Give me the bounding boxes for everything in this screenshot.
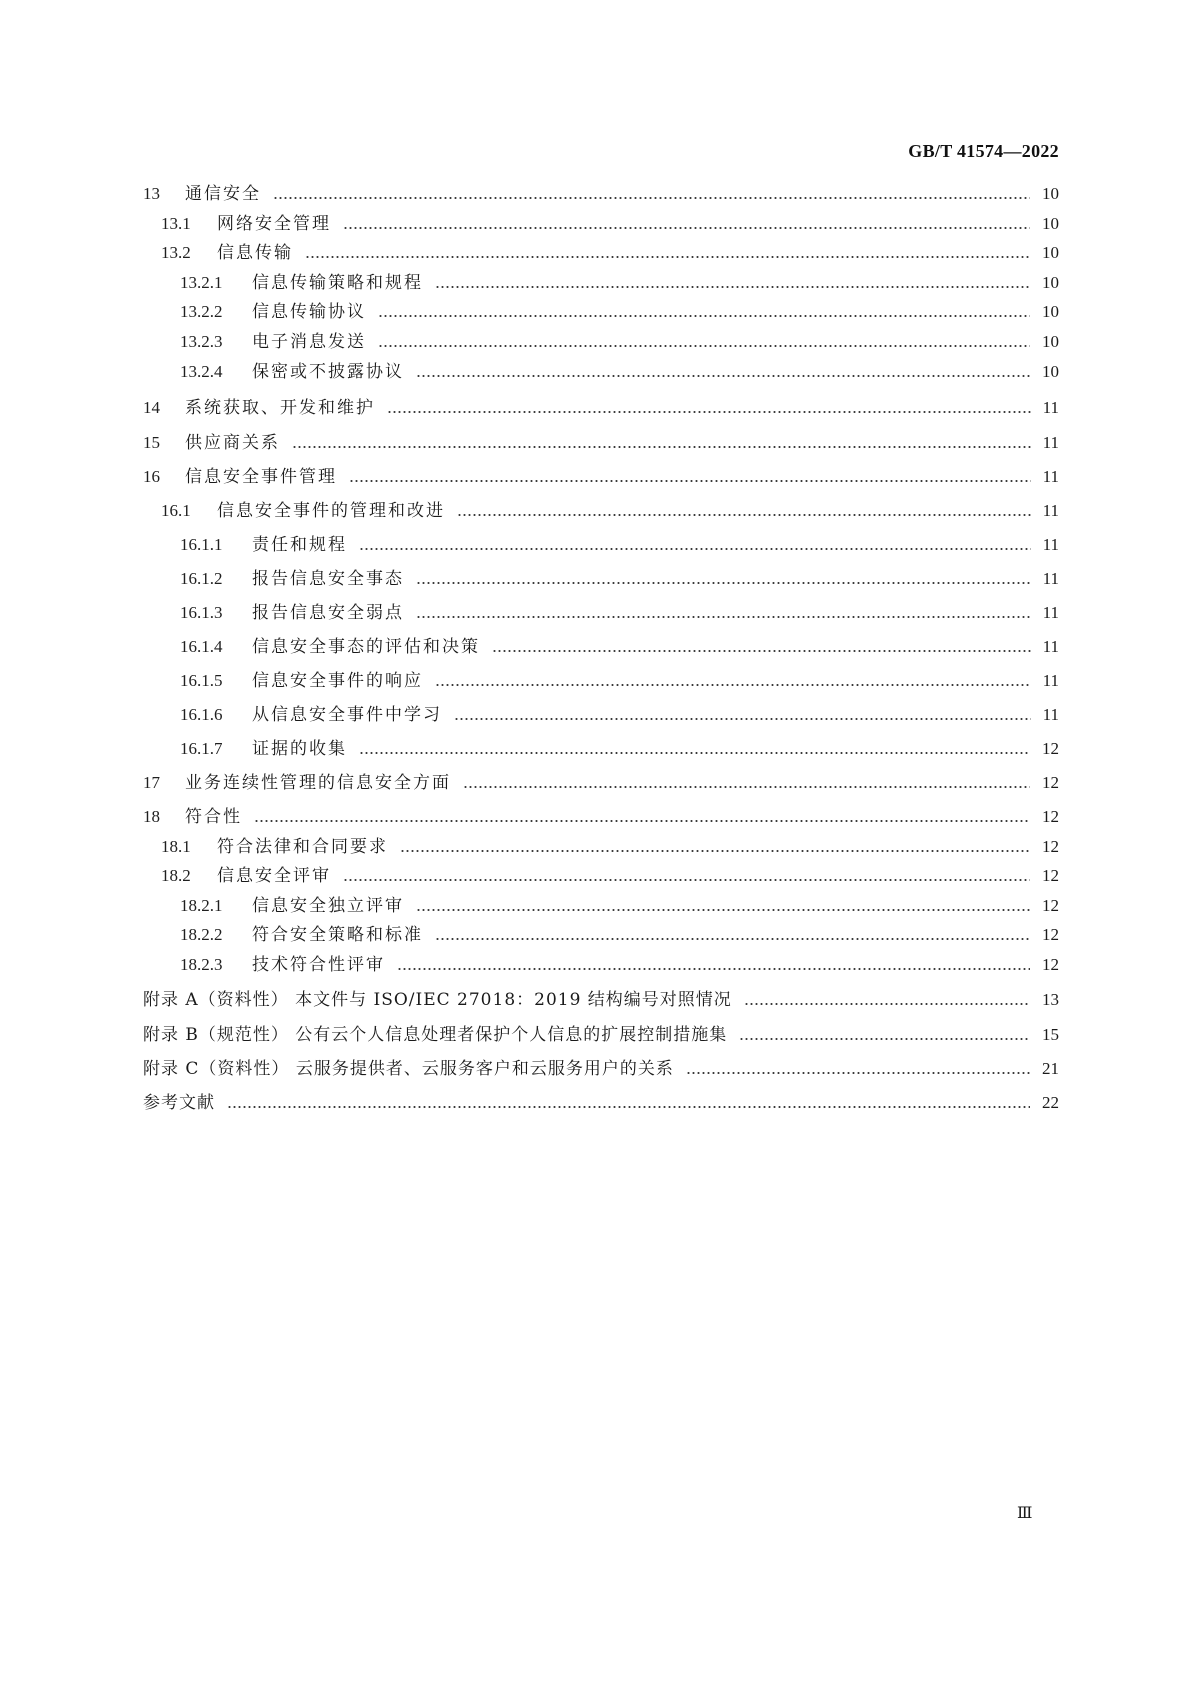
toc-entry-page: 12	[1042, 739, 1059, 758]
toc-entry-page: 11	[1042, 671, 1059, 690]
toc-entry-page: 22	[1042, 1093, 1059, 1112]
standard-code: GB/T 41574—2022	[908, 141, 1059, 161]
toc-entry-page: 15	[1042, 1025, 1059, 1044]
dot-leader	[359, 752, 1030, 754]
toc-entry-number: 18.2	[161, 866, 191, 885]
dot-leader	[454, 718, 1031, 720]
dot-leader	[435, 286, 1030, 288]
dot-leader	[387, 411, 1031, 413]
toc-entry-title: 业务连续性管理的信息安全方面	[185, 773, 451, 793]
toc-entry-title: 符合安全策略和标准	[252, 925, 423, 945]
toc-entry-page: 12	[1042, 925, 1059, 944]
toc-entry-number: 18.2.3	[180, 955, 223, 974]
toc-entry-title: 电子消息发送	[252, 332, 366, 352]
toc-entry-title: 从信息安全事件中学习	[252, 705, 442, 725]
toc-entry-16-1-5[interactable]	[143, 669, 1059, 693]
toc-entry-number: 13	[143, 184, 160, 203]
dot-leader	[378, 315, 1030, 317]
toc-entry-title: 信息安全评审	[217, 866, 331, 886]
toc-entry-title: 保密或不披露协议	[252, 362, 404, 382]
toc-entry-title: 信息传输	[217, 243, 293, 263]
dot-leader	[416, 375, 1030, 377]
toc-entry-page: 12	[1042, 955, 1059, 974]
page-number: Ⅲ	[1017, 1505, 1033, 1522]
dot-leader	[739, 1038, 1030, 1040]
toc-entry-title: 符合法律和合同要求	[217, 837, 388, 857]
dot-leader	[254, 820, 1030, 822]
toc-entry-number: 16	[143, 467, 160, 486]
toc-entry-number: 13.2.4	[180, 362, 223, 381]
toc-entry-title: 附录 C（资料性） 云服务提供者、云服务客户和云服务用户的关系	[143, 1059, 674, 1079]
dot-leader	[343, 227, 1030, 229]
toc-entry-page: 11	[1042, 501, 1059, 520]
toc-entry-number: 16.1.2	[180, 569, 223, 588]
dot-leader	[463, 786, 1030, 788]
toc-entry-title: 信息安全事态的评估和决策	[252, 637, 480, 657]
toc-entry-number: 18	[143, 807, 160, 826]
toc-entry-page: 12	[1042, 773, 1059, 792]
toc-entry-16-1-1[interactable]	[143, 533, 1059, 557]
toc-entry-title: 供应商关系	[185, 433, 280, 453]
dot-leader	[305, 256, 1030, 258]
toc-entry-18-2[interactable]	[143, 864, 1059, 888]
toc-entry-18-2-3[interactable]	[143, 953, 1059, 977]
toc-entry-title: 信息安全独立评审	[252, 896, 404, 916]
toc-entry-annex-c[interactable]	[143, 1057, 1059, 1081]
toc-entry-title: 证据的收集	[252, 739, 347, 759]
toc-entry-page: 11	[1042, 637, 1059, 656]
toc-entry-13[interactable]	[143, 182, 1059, 206]
toc-entry-title: 信息传输协议	[252, 302, 366, 322]
dot-leader	[457, 514, 1031, 516]
toc-entry-page: 10	[1042, 184, 1059, 203]
toc-entry-13-2-2[interactable]	[143, 300, 1059, 324]
toc-entry-title: 符合性	[185, 807, 242, 827]
toc-entry-title: 通信安全	[185, 184, 261, 204]
toc-entry-18-2-2[interactable]	[143, 923, 1059, 947]
toc-entry-page: 11	[1042, 398, 1059, 417]
toc-entry-page: 10	[1042, 273, 1059, 292]
toc-entry-title: 网络安全管理	[217, 214, 331, 234]
toc-entry-number: 13.1	[161, 214, 191, 233]
toc-entry-16-1-3[interactable]	[143, 601, 1059, 625]
dot-leader	[686, 1072, 1030, 1074]
dot-leader	[273, 197, 1030, 199]
toc-entry-title: 信息安全事件管理	[185, 467, 337, 487]
dot-leader	[416, 582, 1031, 584]
toc-entry-16[interactable]	[143, 465, 1059, 489]
toc-entry-page: 11	[1042, 433, 1059, 452]
toc-entry-title: 附录 A（资料性） 本文件与 ISO/IEC 27018：2019 结构编号对照情况	[143, 990, 732, 1010]
toc-entry-number: 13.2.3	[180, 332, 223, 351]
dot-leader	[492, 650, 1031, 652]
toc-entry-page: 11	[1042, 467, 1059, 486]
toc-entry-16-1[interactable]	[143, 499, 1059, 523]
toc-entry-title: 系统获取、开发和维护	[185, 398, 375, 418]
dot-leader	[400, 850, 1030, 852]
toc-entry-number: 18.2.1	[180, 896, 223, 915]
dot-leader	[744, 1003, 1030, 1005]
dot-leader	[349, 480, 1031, 482]
toc-entry-16-1-4[interactable]	[143, 635, 1059, 659]
toc-entry-number: 13.2.1	[180, 273, 223, 292]
toc-entry-page: 10	[1042, 332, 1059, 351]
toc-entry-page: 10	[1042, 214, 1059, 233]
toc-entry-15[interactable]	[143, 431, 1059, 455]
toc-entry-number: 17	[143, 773, 160, 792]
toc-entry-title: 报告信息安全事态	[252, 569, 404, 589]
toc-entry-number: 18.1	[161, 837, 191, 856]
toc-entry-page: 12	[1042, 896, 1059, 915]
toc-entry-13-2-1[interactable]	[143, 271, 1059, 295]
toc-entry-13-2-3[interactable]	[143, 330, 1059, 354]
toc-entry-13-1[interactable]	[143, 212, 1059, 236]
dot-leader	[292, 446, 1031, 448]
toc-entry-title: 信息安全事件的响应	[252, 671, 423, 691]
toc-entry-16-1-6[interactable]	[143, 703, 1059, 727]
toc-entry-page: 10	[1042, 362, 1059, 381]
dot-leader	[435, 684, 1031, 686]
toc-entry-number: 16.1	[161, 501, 191, 520]
toc-entry-title: 信息传输策略和规程	[252, 273, 423, 293]
toc-entry-number: 13.2.2	[180, 302, 223, 321]
toc-entry-title: 报告信息安全弱点	[252, 603, 404, 623]
toc-entry-page: 11	[1042, 569, 1059, 588]
toc-entry-number: 16.1.5	[180, 671, 223, 690]
toc-entry-title: 责任和规程	[252, 535, 347, 555]
dot-leader	[435, 938, 1030, 940]
toc-entry-number: 13.2	[161, 243, 191, 262]
toc-entry-page: 11	[1042, 705, 1059, 724]
toc-entry-13-2[interactable]	[143, 241, 1059, 265]
toc-entry-page: 10	[1042, 243, 1059, 262]
toc-entry-annex-b[interactable]	[143, 1023, 1059, 1047]
toc-entry-number: 16.1.7	[180, 739, 223, 758]
toc-entry-annex-a[interactable]	[143, 988, 1059, 1012]
dot-leader	[378, 345, 1030, 347]
toc-entry-page: 12	[1042, 807, 1059, 826]
toc-entry-page: 21	[1042, 1059, 1059, 1078]
toc-entry-bibliography[interactable]	[143, 1091, 1059, 1115]
toc-entry-page: 12	[1042, 837, 1059, 856]
toc-entry-page: 12	[1042, 866, 1059, 885]
toc-entry-number: 14	[143, 398, 160, 417]
toc-entry-title: 附录 B（规范性） 公有云个人信息处理者保护个人信息的扩展控制措施集	[143, 1025, 728, 1045]
dot-leader	[397, 968, 1030, 970]
dot-leader	[416, 616, 1031, 618]
toc-entry-number: 16.1.1	[180, 535, 223, 554]
dot-leader	[343, 879, 1030, 881]
dot-leader	[359, 548, 1031, 550]
toc-entry-16-1-7[interactable]	[143, 737, 1059, 761]
toc-entry-page: 10	[1042, 302, 1059, 321]
toc-entry-number: 16.1.6	[180, 705, 223, 724]
toc-entry-17[interactable]	[143, 771, 1059, 795]
toc-entry-13-2-4[interactable]	[143, 360, 1059, 384]
toc-entry-number: 15	[143, 433, 160, 452]
toc-entry-title: 信息安全事件的管理和改进	[217, 501, 445, 521]
toc-entry-14[interactable]	[143, 396, 1059, 420]
toc-entry-page: 11	[1042, 603, 1059, 622]
toc-entry-number: 18.2.2	[180, 925, 223, 944]
toc-entry-18[interactable]	[143, 805, 1059, 829]
toc-entry-18-1[interactable]	[143, 835, 1059, 859]
toc-entry-number: 16.1.3	[180, 603, 223, 622]
toc-entry-16-1-2[interactable]	[143, 567, 1059, 591]
toc-entry-page: 11	[1042, 535, 1059, 554]
dot-leader	[416, 909, 1030, 911]
toc-entry-number: 16.1.4	[180, 637, 223, 656]
toc-entry-18-2-1[interactable]	[143, 894, 1059, 918]
toc-entry-title: 参考文献	[143, 1093, 215, 1113]
toc-entry-title: 技术符合性评审	[252, 955, 385, 975]
dot-leader	[227, 1106, 1030, 1108]
toc-entry-page: 13	[1042, 990, 1059, 1009]
